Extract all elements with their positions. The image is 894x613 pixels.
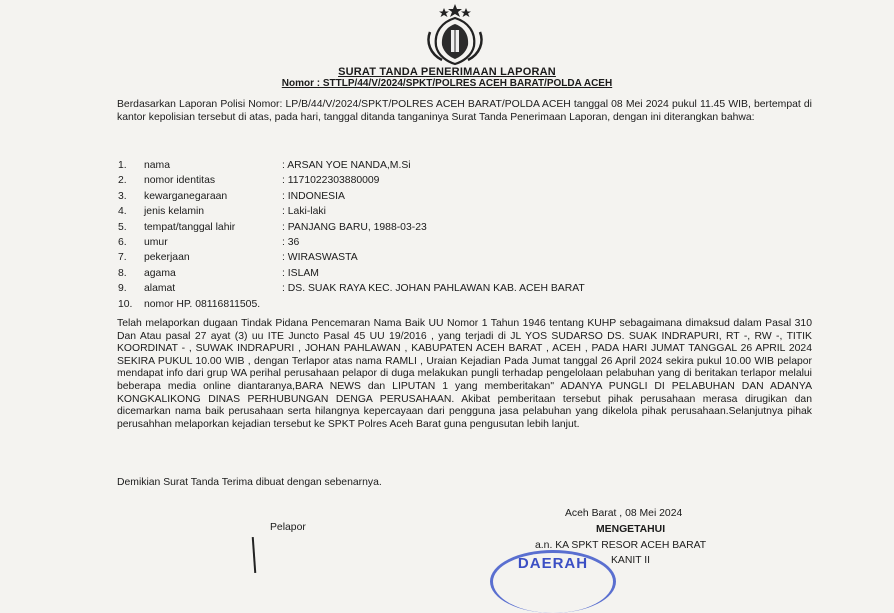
field-value: : WIRASWASTA <box>282 252 358 264</box>
field-label: jenis kelamin <box>144 206 205 218</box>
intro-paragraph: Berdasarkan Laporan Polisi Nomor: LP/B/44/V/2024/SPKT/POLRES ACEH BARAT/POLDA ACEH tanggal 08 Mei 2024 pukul 11.45 WIB, bertempat di kantor kepolisian tersebut di atas, pada hari, tanggal ditanda tanganinya Surat Tanda Penerimaan Laporan, dengan ini diterangkan bahwa: <box>117 99 812 123</box>
field-value: : 36 <box>282 236 300 248</box>
field-value: : 1171022303880009 <box>282 175 380 187</box>
field-label: nomor HP. 08116811505. <box>144 298 261 310</box>
field-value: : PANJANG BARU, 1988-03-23 <box>282 221 427 233</box>
field-value: : ARSAN YOE NANDA,M.Si <box>282 160 411 171</box>
signature-stroke <box>252 537 257 573</box>
field-value: : INDONESIA <box>282 190 345 202</box>
field-label: agama <box>144 267 176 279</box>
official-stamp <box>490 550 616 613</box>
field-label: kewarganegaraan <box>144 190 228 202</box>
field-value: : DS. SUAK RAYA KEC. JOHAN PAHLAWAN KAB. ACEH BARAT <box>282 283 585 295</box>
position-label: KANIT II <box>611 555 651 566</box>
field-value: : ISLAM <box>282 267 319 279</box>
document-number: Nomor : STTLP/44/V/2024/SPKT/POLRES ACEH BARAT/POLDA ACEH <box>281 78 613 89</box>
field-label: tempat/tanggal lahir <box>144 221 236 233</box>
field-label: alamat <box>144 283 176 295</box>
field-label: nomor identitas <box>144 175 216 187</box>
report-body-paragraph: Telah melaporkan dugaan Tindak Pidana Pencemaran Nama Baik UU Nomor 1 Tahun 1946 tentang KUHP sebagaimana dimaksud dalam Pasal 310 Dan Atau pasal 27 ayat (3) uu ITE Juncto Pasal 45 UU 19/2016 , yang terjadi di JL YOS SUDARSO DS. SUAK INDRAPURI, RT -, RW -, TITIK KOORDINAT - , SUWAK INDRAPURI , JOHAN PAHLAWAN , KABUPATEN ACEH BARAT , ACEH , PADA HARI JUMAT TANGGAL 26 APRIL 2024 SEKIRA PUKUL 10.00 WIB , dengan Terlapor atas nama RAMLI , Uraian Kejadian Pada Jumat tanggal 26 April 2024 sekira pukul 10.00 WIB pelapor mendapat info dari grup WA perihal perusahaan pelapor di duga melakukan pungli terhadap pengelolaan pelabuhan yang di beritakan terlapor melalui beberapa media online diantaranya,BARA NEWS dan LIPUTAN 1 yang memberitakan" ADANYA PUNGLI DI PELABUHAN DAN ADANYA KONGKALIKONG DINAS PERHUBUNGAN DENGA PERUSAHAAN. Akibat pemberitaan tersebut pihak perusahaan merasa dirugikan dan dicemarkan nama baik perusahaan serta hilangnya kepercayaan dari pengguna jasa pelabuhan yang dikelola pihak perusahaan.Selanjutnya pihak perusahhan melaporkan kejadian tersebut ke SPKT Polres Aceh Barat guna pengusutan lebih lanjut. <box>117 318 812 430</box>
document-title: SURAT TANDA PENERIMAAN LAPORAN <box>338 66 556 78</box>
acknowledged-label: MENGETAHUI <box>596 524 666 535</box>
field-value: : Laki-laki <box>282 206 326 218</box>
closing-statement: Demikian Surat Tanda Terima dibuat dengan sebenarnya. <box>117 477 382 488</box>
police-emblem-icon <box>420 2 490 66</box>
reporter-label: Pelapor <box>270 522 306 533</box>
field-label: nama <box>144 160 170 171</box>
stamp-text: DAERAH <box>517 555 589 572</box>
place-date: Aceh Barat , 08 Mei 2024 <box>565 508 683 519</box>
field-label: umur <box>144 236 168 248</box>
field-label: pekerjaan <box>144 252 190 264</box>
on-behalf-label: a.n. KA SPKT RESOR ACEH BARAT <box>535 540 707 551</box>
